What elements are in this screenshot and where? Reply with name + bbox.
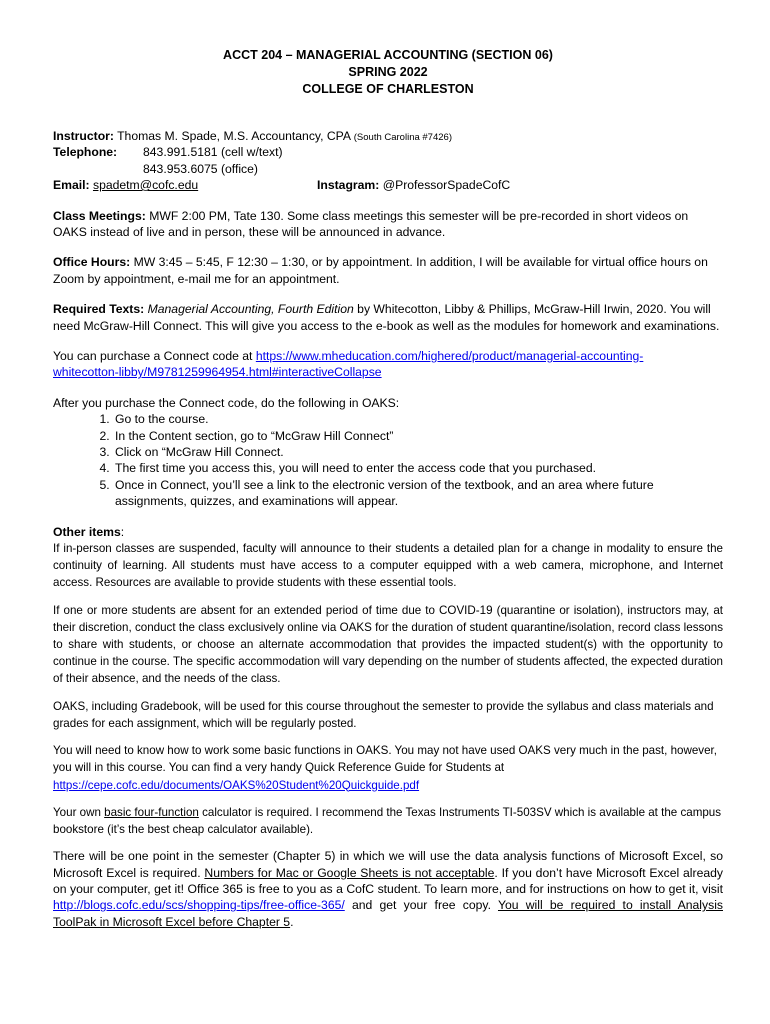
excel-text-c: and get your free copy. [344, 898, 498, 913]
calculator-text-b: calculator is required. I recommend the Texas Instruments TI-503SV which is available at the campus bookstore (it’s the best cheap calculator available). [53, 805, 722, 836]
list-item: 4. The first time you access this, you will need to enter the access code that you purchased. [113, 460, 723, 476]
list-item: 1. Go to the course. [113, 411, 723, 427]
office-phone-line [53, 161, 723, 177]
excel-paragraph [53, 848, 723, 930]
required-texts-label: Required Texts: [53, 302, 145, 317]
oaks-functions-text: You will need to know how to work some basic functions in OAKS. You may not have used OAKS very much in the past, however, you will in this course. You can find a very handy Quick Reference Guide for Students at [53, 744, 717, 775]
calculator-text-a: Your own [53, 805, 105, 819]
textbook-title: Managerial Accounting, Fourth Edition [147, 302, 354, 317]
email-link[interactable]: spadetm@cofc.edu [92, 178, 199, 193]
steps-list [53, 411, 723, 509]
connect-purchase-text: You can purchase a Connect code at [53, 349, 256, 363]
oaks-paragraph: OAKS, including Gradebook, will be used for this course throughout the semester to provide the syllabus and class materials and grades for each assignment, which will be regularly posted. [53, 699, 714, 730]
required-texts [53, 301, 723, 334]
instructor-line [53, 128, 723, 144]
list-item: 2. In the Content section, go to “McGraw Hill Connect” [113, 428, 723, 444]
calculator-underlined: basic four-function [104, 805, 199, 819]
connect-purchase [53, 348, 723, 381]
semester: SPRING 2022 [348, 65, 428, 79]
instagram-label: Instagram: [317, 178, 380, 193]
other-items-label: Other items [53, 524, 121, 539]
excel-text-a: There will be one point in the semester (Chapter 5) in which we will use the data analysis functions of Microsoft Excel, so Microsoft Excel is required. [53, 849, 723, 880]
instructor-name: Thomas M. Spade, M.S. Accountancy, CPA [117, 129, 351, 143]
covid-paragraph: If one or more students are absent for an extended period of time due to COVID-19 (quarantine or isolation), instructors may, at their discretion, conduct the class exclusively online via OAKS for the duration of student quarantine/isolation, record class lessons to share with students, or choose an alternate accommodation that provides the impacted student(s) with the opportunity to continue in the course. The specific accommodation will vary depending on the number of students affected, the expected duration of their absence, and the needs of the class. [53, 603, 723, 686]
telephone-line [53, 144, 723, 160]
steps-intro: After you purchase the Connect code, do the following in OAKS: [53, 395, 400, 410]
modality-paragraph: If in-person classes are suspended, faculty will announce to their students a detailed plan for a change in modality to ensure the continuity of learning. All students must have access to a computer equipped with a web camera, microphone, and Internet access. Resources are available to provide students with these essential tools. [53, 542, 723, 590]
class-meetings [53, 208, 723, 241]
office-hours-label: Office Hours: [53, 255, 131, 270]
list-item: 5. Once in Connect, you’ll see a link to the electronic version of the textbook, and an area where future assignments, quizzes, and examinations will appear. [113, 477, 723, 510]
office-hours-text: MW 3:45 – 5:45, F 12:30 – 1:30, or by appointment. In addition, I will be available for virtual office hours on Zoom by appointment, e-mail me for an appointment. [53, 255, 708, 286]
other-items-colon: : [120, 524, 125, 539]
instagram [317, 177, 510, 193]
other-items-heading [53, 524, 723, 540]
class-meetings-label: Class Meetings: [53, 208, 146, 223]
excel-text-b: . If you don’t have Microsoft Excel already on your computer, get it! Office 365 is free to you as a CofC student. To learn more, and for instructions on how to get it, visit [53, 865, 723, 896]
excel-text-d: . [290, 914, 294, 929]
calculator-paragraph [53, 804, 723, 838]
instructor-label: Instructor: [53, 129, 114, 143]
office-phone: 843.953.6075 (office) [143, 161, 258, 176]
required-texts-text: by Whitecotton, Libby & Phillips, McGraw-Hill Irwin, 2020. You will need McGraw-Hill Connect. This will give you access to the e-book as well as the modules for homework and examinations. [53, 302, 720, 333]
oaks-quickguide-link[interactable]: https://cepe.cofc.edu/documents/OAKS%20Student%20Quickguide.pdf [53, 778, 420, 792]
instagram-handle: @ProfessorSpadeCofC [382, 178, 511, 193]
office-hours [53, 254, 723, 287]
connect-link[interactable]: https://www.mheducation.com/highered/product/managerial-accounting- [255, 349, 644, 363]
college-name: COLLEGE OF CHARLESTON [302, 82, 474, 96]
connect-link-cont[interactable]: whitecotton-libby/M9781259964954.html#interactiveCollapse [53, 365, 382, 380]
oaks-functions-paragraph [53, 742, 723, 794]
class-meetings-text: MWF 2:00 PM, Tate 130. Some class meetings this semester will be pre-recorded in short videos on OAKS instead of live and in person, these will be announced in advance. [53, 208, 689, 239]
email-line [53, 177, 723, 193]
course-title: ACCT 204 – MANAGERIAL ACCOUNTING (SECTION 06) [223, 48, 553, 62]
cell-phone: 843.991.5181 (cell w/text) [143, 145, 283, 160]
office365-link[interactable]: http://blogs.cofc.edu/scs/shopping-tips/free-office-365/ [53, 898, 345, 913]
telephone-label: Telephone: [53, 145, 118, 160]
course-header [53, 47, 723, 98]
excel-underlined-1: Numbers for Mac or Google Sheets is not acceptable [204, 865, 495, 880]
cpa-license: (South Carolina #7426) [353, 132, 452, 143]
syllabus-page [53, 47, 723, 930]
list-item: 3. Click on “McGraw Hill Connect. [113, 444, 723, 460]
excel-underlined-2: You will be required to install Analysis ToolPak in Microsoft Excel before Chapter 5 [53, 898, 723, 929]
email-label: Email: [53, 178, 90, 193]
